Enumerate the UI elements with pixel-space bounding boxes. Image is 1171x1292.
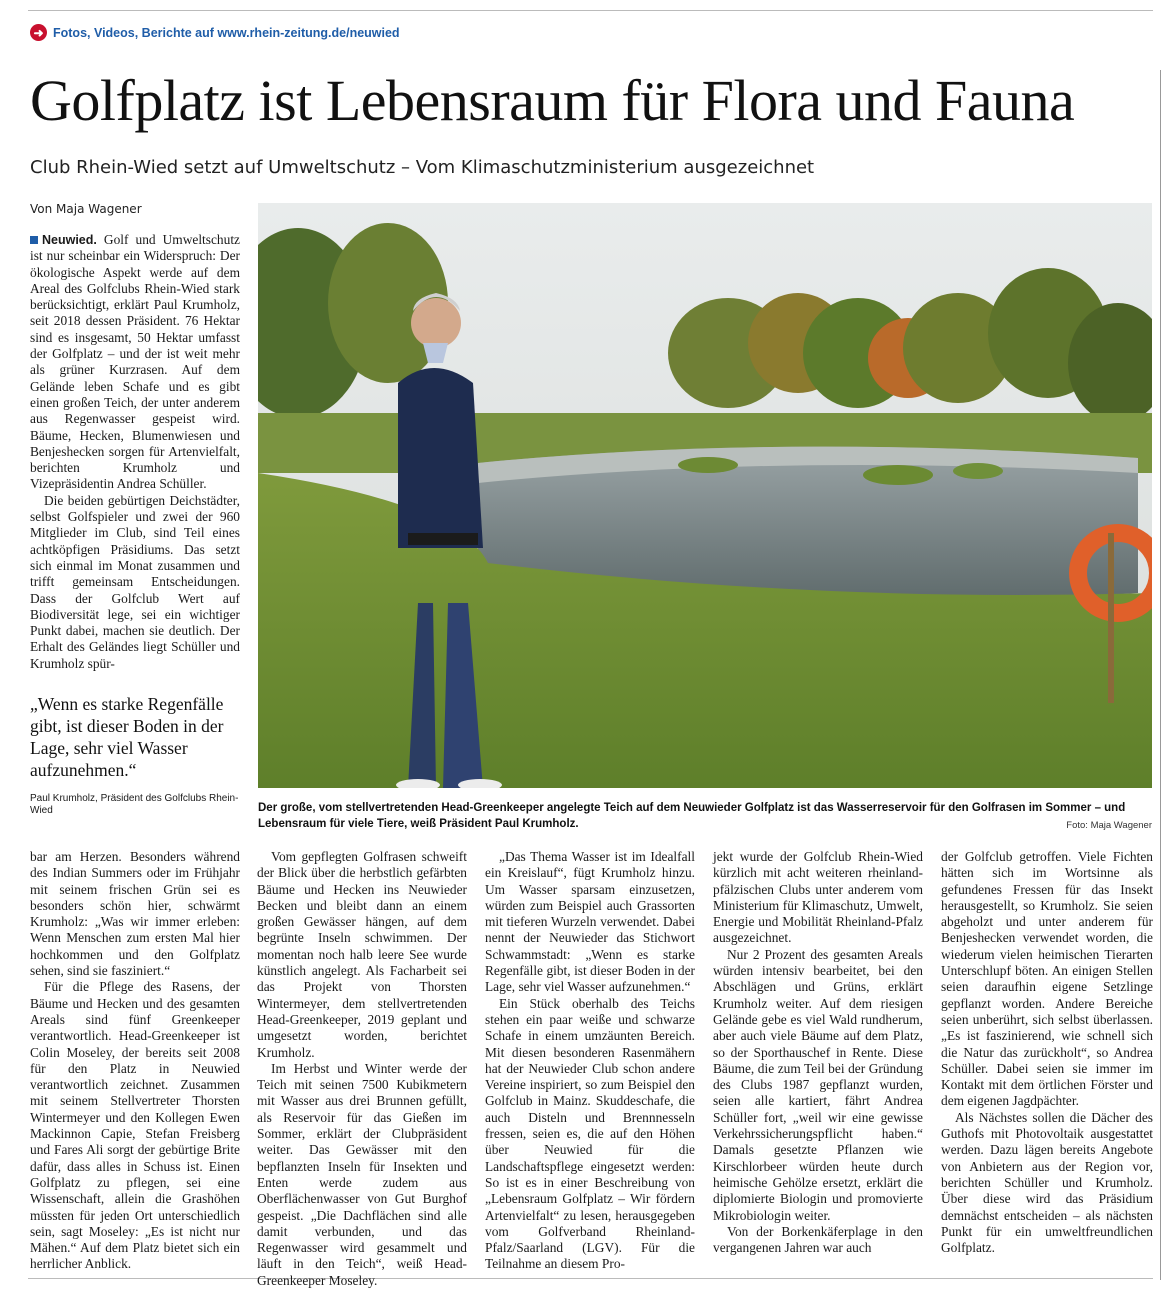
article-photo[interactable]	[258, 203, 1152, 788]
top-rule	[28, 10, 1153, 11]
photo-credit: Foto: Maja Wagener	[1066, 820, 1152, 831]
paragraph: „Das Thema Wasser ist im Idealfall ein Kreislauf“, fügt Krumholz hinzu. Um Wasser sparsam einzusetzen, würden zum Beispiel auch Grassorten mit tieferen Wurzeln verwendet. Dabei nennt der Neuwieder das Stichwort Schwammstadt: „Wenn es starke Regenfälle gibt, ist dieser Boden in der Lage, sehr viel Wasser aufzunehmen.“	[485, 849, 695, 995]
intro-column	[30, 232, 240, 672]
body-column-1	[30, 849, 240, 1273]
pull-quote-source: Paul Krumholz, Präsident des Golfclubs Rhein-Wied	[30, 793, 239, 816]
paragraph: Nur 2 Prozent des gesamten Areals würden intensiv bearbeitet, bei den Abschlägen und Grüns, erklärt Krumholz weiter. Auf dem riesigen Gelände gebe es viel Wald rundherum, aber auch viele Bäume auf dem Platz, so der Sporthauschef in Rente. Diese Bäume, die zum Teil bei der Gründung des Clubs 1987 gepflanzt wurden, seien alle kartiert, fährt Andrea Schüller fort, „weil wir eine gewisse Verkehrssicherungspflicht haben.“ Damals gesetzte Pflanzen wie Kirschlorbeer würden heute durch heimische Gehölze ersetzt, erklärt die diplomierte Biologin und promovierte Mikrobiologin weiter.	[713, 946, 923, 1223]
intro-paragraph-2: Die beiden gebürtigen Deichstädter, selbst Golfspieler und zwei der 960 Mitglieder im Club, sind Teil eines achtköpfigen Präsidiums. Das setzt sich einmal im Monat zusammen und trifft gemeinsam Entscheidungen. Dass der Golfclub Wert auf Biodiversität lege, sei ein wichtiger Punkt dabei, machen sie deutlich. Der Erhalt des Geländes liegt Schüller und Krumholz spür-	[30, 492, 240, 671]
paragraph: jekt wurde der Golfclub Rhein-Wied kürzlich mit acht weiteren rheinland-pfälzischen Clubs unter anderem vom Ministerium für Klimaschutz, Umwelt, Energie und Mobilität Rheinland-Pfalz ausgezeichnet.	[713, 849, 923, 946]
paragraph: bar am Herzen. Besonders während des Indian Summers oder im Frühjahr mit seinem frischen Grün sei es besonders schön hier, schwärmt Krumholz: „Was wir immer erleben: Wenn Menschen zum ersten Mal hier hochkommen und den Golfplatz sehen, sind sie fasziniert.“	[30, 849, 240, 979]
dateline: Neuwied.	[42, 233, 97, 247]
paragraph: Für die Pflege des Rasens, der Bäume und Hecken und des gesamten Areals sind fünf Greenkeeper verantwortlich. Head-Greenkeeper ist Colin Moseley, der bereits seit 2008 für den Platz in Neuwied verantwortlich zeichnet. Zusammen mit seinem Stellvertreter Thorsten Wintermeyer und den Kollegen Ewen Mackinnon Capie, Stefan Freisberg und Fares Ali sorgt der gebürtige Brite dafür, dass alles in Schuss ist. Einen Golfplatz zu pflegen, sei eine Wissenschaft, allein die Grashöhen müssten für jeden Ort unterschiedlich sein, sagt Moseley: „Es ist nicht nur Mähen.“ Auf dem Platz bietet sich ein herrlicher Anblick.	[30, 979, 240, 1272]
bottom-rule	[28, 1278, 1153, 1279]
body-column-5	[941, 849, 1153, 1256]
right-column-rule	[1160, 70, 1161, 1280]
photo-caption: Der große, vom stellvertretenden Head-Greenkeeper angelegte Teich auf dem Neuwieder Golfplatz ist das Wasserreservoir für den Golfrasen im Sommer – und Lebensraum für viele Tiere, weiß Präsident Paul Krumholz.	[258, 802, 1126, 830]
byline: Von Maja Wagener	[30, 202, 142, 216]
body-column-4	[713, 849, 923, 1256]
body-column-2	[257, 849, 467, 1289]
kicker-text: Fotos, Videos, Berichte auf www.rhein-zeitung.de/neuwied	[53, 25, 400, 40]
pull-quote: „Wenn es starke Regenfälle gibt, ist dieser Boden in der Lage, sehr viel Wasser aufzunehmen.“	[30, 694, 224, 780]
photo-illustration	[258, 203, 1152, 788]
subtitle: Club Rhein-Wied setzt auf Umweltschutz – Vom Klimaschutzministerium ausgezeichnet	[30, 157, 815, 178]
paragraph: Vom gepflegten Golfrasen schweift der Blick über die herbstlich gefärbten Bäume und Hecken ins Neuwieder Becken und bleibt dann an einem großen Gewässer hängen, auf dem begrünte Inseln schwimmen. Der momentan noch halb leere See wurde künstlich angelegt. Als Facharbeit sei das Projekt von Thorsten Wintermeyer, dem stellvertretenden Head-Greenkeeper, 2019 geplant und umgesetzt worden, berichtet Krumholz.	[257, 849, 467, 1060]
body-column-3	[485, 849, 695, 1273]
intro-paragraph-1: Neuwied. Golf und Umweltschutz ist nur scheinbar ein Widerspruch: Der ökologische Aspekt werde auf dem Areal des Golfclubs Rhein-Wied stark berücksichtigt, erklärt Paul Krumholz, seit 2018 dessen Präsident. 76 Hektar sind es insgesamt, 50 Hektar umfasst der Golfplatz – und der ist weit mehr als grüner Kurzrasen. Auf dem Gelände leben Schafe und es gibt einen großen Teich, der unter anderem aus Regenwasser gespeist wird. Bäume, Hecken, Blumenwiesen und Benjeshecken sorgen für Artenvielfalt, berichten Krumholz und Vizepräsidentin Andrea Schüller.	[30, 232, 240, 492]
paragraph: Ein Stück oberhalb des Teichs stehen ein paar weiße und schwarze Schafe in einem umzäunten Bereich. Mit diesen besonderen Rasenmähern hat der Neuwieder Club schon andere Vereine inspiriert, so zum Beispiel den Golfclub in Mainz. Skuddeschafe, die auch Disteln und Brennnesseln fressen, seien es, die auf den Höhen über Neuwied für die Landschaftspflege eingesetzt werden: So ist es in einer Beschreibung von „Lebensraum Golfplatz – Wir fördern Artenvielfalt“ zu lesen, herausgegeben vom Golfverband Rheinland-Pfalz/Saarland (LGV). Für die Teilnahme an diesem Pro-	[485, 995, 695, 1272]
paragraph: Von der Borkenkäferplage in den vergangenen Jahren war auch	[713, 1223, 923, 1256]
kicker-link[interactable]	[30, 24, 400, 41]
headline: Golfplatz ist Lebensraum für Flora und Fauna	[30, 68, 1075, 133]
paragraph: der Golfclub getroffen. Viele Fichten hätten sich im Wortsinne als gefundenes Fressen für das Insekt herausgestellt, so Krumholz. Sie seien abgeholzt und unter anderem für Benjeshecken verwendet worden, die wiederum vielen heimischen Tierarten Unterschlupf böten. An einigen Stellen seien daraufhin eigene Setzlinge gepflanzt worden. Andere Bereiche seien unberührt, sich selbst überlassen. „Es ist faszinierend, wie schnell sich die Natur das zurückholt“, so Andrea Schüller. Dabei seien sie immer im Kontakt mit dem örtlichen Förster und dem eigenen Jagdpächter.	[941, 849, 1153, 1109]
paragraph: Als Nächstes sollen die Dächer des Guthofs mit Photovoltaik ausgestattet werden. Dazu lägen bereits Angebote von Anbietern aus der Region vor, berichten Schüller und Krumholz. Über diese wird das Präsidium demnächst entscheiden – als nächsten Punkt für ein umweltfreundlichen Golfplatz.	[941, 1109, 1153, 1256]
arrow-right-icon: ➜	[30, 24, 47, 41]
paragraph: Im Herbst und Winter werde der Teich mit seinen 7500 Kubikmetern mit Wasser aus drei Brunnen gefüllt, als Reservoir für das Gießen im Sommer, erklärt der Clubpräsident weiter. Das Gewässer mit den bepflanzten Inseln für Insekten und Enten werde zudem aus Oberflächenwasser von Gut Burghof gespeist. „Die Dachflächen sind alle damit verbunden, und das Regenwasser wird gesammelt und läuft in den Teich“, weiß Head-Greenkeeper Moseley.	[257, 1060, 467, 1288]
square-marker-icon	[30, 236, 38, 244]
